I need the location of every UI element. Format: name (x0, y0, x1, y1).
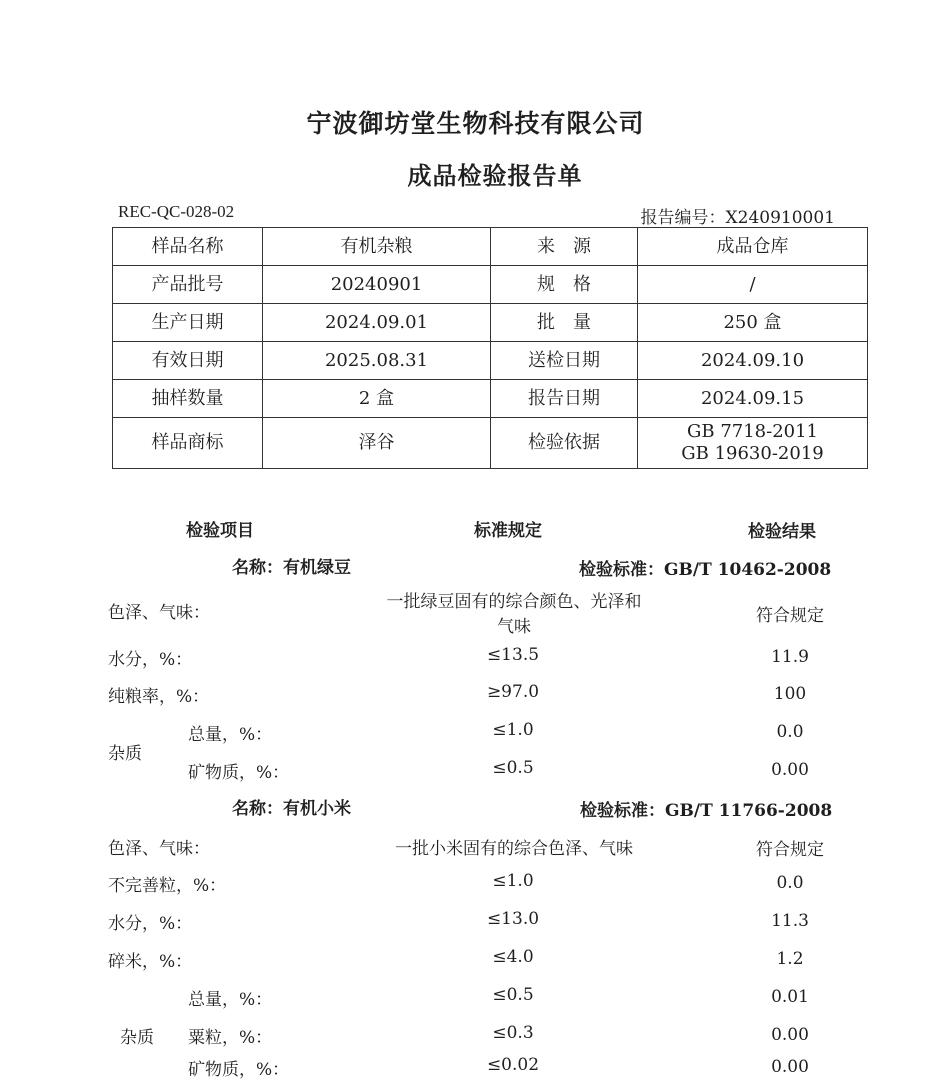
report-date-label: 报告日期 (491, 380, 638, 418)
document-code: REC-QC-028-02 (118, 202, 235, 221)
basis-standard-2: GB 19630-2019 (681, 443, 824, 464)
item-result: 1.2 (776, 949, 804, 969)
item-result: 100 (773, 684, 807, 704)
batch-number-value: 20240901 (263, 266, 491, 304)
spec-label: 规 格 (491, 266, 638, 304)
production-date-value: 2024.09.01 (263, 304, 491, 342)
expiry-date-label: 有效日期 (113, 342, 263, 380)
item-standard: ≤0.5 (492, 985, 534, 1005)
info-row (113, 418, 868, 469)
item-result: 符合规定 (756, 840, 824, 860)
report-title: 成品检验报告单 (407, 161, 583, 190)
item-result: 11.3 (771, 911, 809, 931)
item-result: 0.0 (776, 722, 804, 742)
batch-size-label: 批 量 (491, 304, 638, 342)
item-label: 粟粒，%： (188, 1028, 273, 1048)
item-label: 纯粮率，%： (108, 687, 210, 707)
spec-value: / (638, 266, 868, 304)
section-standard: 检验标准：GB/T 11766-2008 (580, 801, 833, 821)
item-standard: ≤0.02 (486, 1055, 540, 1075)
info-row (113, 228, 868, 266)
item-standard: 气味 (497, 617, 531, 637)
item-result: 0.00 (771, 1025, 809, 1045)
sample-quantity-value: 2 盒 (263, 380, 491, 418)
item-label: 水分，%： (108, 650, 193, 670)
item-result: 0.0 (776, 873, 804, 893)
impurity-group-label: 杂质 (120, 1028, 154, 1048)
production-date-label: 生产日期 (113, 304, 263, 342)
item-standard: 一批小米固有的综合色泽、气味 (395, 839, 633, 859)
item-standard: ≤13.5 (486, 645, 540, 665)
section-standard: 检验标准：GB/T 10462-2008 (579, 560, 832, 580)
report-date-value: 2024.09.15 (638, 380, 868, 418)
company-name: 宁波御坊堂生物科技有限公司 (306, 109, 645, 138)
info-row (113, 342, 868, 380)
info-row (113, 266, 868, 304)
submission-date-value: 2024.09.10 (638, 342, 868, 380)
basis-standard-1: GB 7718-2011 (686, 421, 819, 442)
column-header-standard: 标准规定 (474, 521, 542, 541)
expiry-date-value: 2025.08.31 (263, 342, 491, 380)
item-label: 矿物质，%： (188, 1060, 290, 1080)
basis-value (638, 418, 868, 469)
source-label: 来 源 (491, 228, 638, 266)
item-label: 总量，%： (188, 725, 273, 745)
item-standard: ≥97.0 (486, 682, 540, 702)
item-standard: ≤1.0 (492, 720, 534, 740)
item-label: 水分，%： (108, 914, 193, 934)
section-name: 名称：有机绿豆 (232, 558, 351, 578)
item-result: 0.00 (771, 760, 809, 780)
item-result: 11.9 (771, 647, 809, 667)
impurity-group-label: 杂质 (108, 744, 142, 764)
batch-number-label: 产品批号 (113, 266, 263, 304)
sample-name-value: 有机杂粮 (263, 228, 491, 266)
item-label: 矿物质，%： (188, 763, 290, 783)
sample-info-table (112, 227, 868, 469)
item-standard: ≤0.3 (492, 1023, 534, 1043)
item-result: 0.00 (771, 1057, 809, 1077)
item-standard: ≤0.5 (492, 758, 534, 778)
item-standard: 一批绿豆固有的综合颜色、光泽和 (386, 592, 642, 612)
trademark-label: 样品商标 (113, 418, 263, 469)
item-standard: ≤1.0 (492, 871, 534, 891)
section-name: 名称：有机小米 (232, 799, 351, 819)
item-standard: ≤4.0 (492, 947, 534, 967)
item-label: 总量，%： (188, 990, 273, 1010)
basis-label: 检验依据 (491, 418, 638, 469)
item-label: 不完善粒，%： (108, 876, 227, 896)
column-header-item: 检验项目 (186, 521, 254, 541)
item-result: 0.01 (771, 987, 809, 1007)
sample-name-label: 样品名称 (113, 228, 263, 266)
item-label: 色泽、气味： (108, 603, 210, 623)
item-result: 符合规定 (756, 606, 824, 626)
report-number: 报告编号：X240910001 (640, 208, 835, 228)
batch-size-value: 250 盒 (638, 304, 868, 342)
source-value: 成品仓库 (638, 228, 868, 266)
item-label: 色泽、气味： (108, 839, 210, 859)
submission-date-label: 送检日期 (491, 342, 638, 380)
item-label: 碎米，%： (108, 952, 193, 972)
info-row (113, 304, 868, 342)
trademark-value: 泽谷 (263, 418, 491, 469)
column-header-result: 检验结果 (748, 522, 816, 542)
info-row (113, 380, 868, 418)
item-standard: ≤13.0 (486, 909, 540, 929)
sample-quantity-label: 抽样数量 (113, 380, 263, 418)
